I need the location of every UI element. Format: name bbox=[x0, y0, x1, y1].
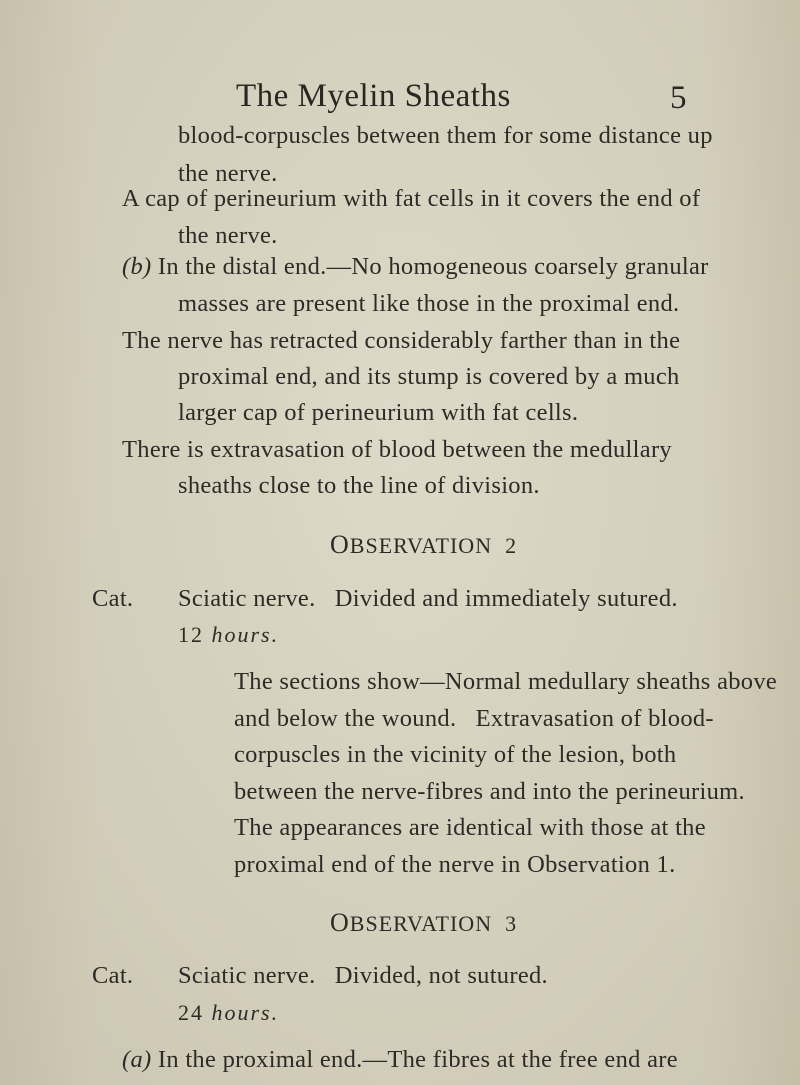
para4-line1: The nerve has retracted considerably farther than in the bbox=[122, 327, 681, 354]
observation3-duration: 24 hours. bbox=[178, 1000, 280, 1025]
observation2-text-line1: The sections show—Normal medullary sheaths above bbox=[234, 668, 778, 695]
para3-line2: masses are present like those in the proximal end. bbox=[178, 290, 680, 317]
observation3-heading: OBSERVATION 3 bbox=[330, 908, 518, 937]
observation2-heading: OBSERVATION 2 bbox=[330, 530, 518, 559]
observation3-text-line1-rest: In the proximal end.—The fibres at the free end are bbox=[151, 1046, 678, 1073]
observation3-text-line1 bbox=[122, 1046, 678, 1074]
observation2-text-line2: and below the wound. Extravasation of blood- bbox=[234, 705, 714, 732]
observation2-procedure: Sciatic nerve. Divided and immediately sutured. bbox=[178, 585, 678, 612]
para2-line2: the nerve. bbox=[178, 222, 278, 249]
observation3-procedure: Sciatic nerve. Divided, not sutured. bbox=[178, 962, 548, 989]
para1-line2: the nerve. bbox=[178, 160, 278, 187]
running-title: The Myelin Sheaths bbox=[236, 78, 511, 114]
para4-line3: larger cap of perineurium with fat cells. bbox=[178, 399, 579, 426]
page-number: 5 bbox=[670, 80, 687, 116]
observation3-marker: (a) bbox=[122, 1046, 152, 1073]
para4-line2: proximal end, and its stump is covered by a much bbox=[178, 363, 680, 390]
para2-line1: A cap of perineurium with fat cells in it covers the end of bbox=[122, 185, 701, 212]
para3-marker: (b) bbox=[122, 253, 152, 280]
para5-line1: There is extravasation of blood between the medullary bbox=[122, 436, 672, 463]
observation2-duration: 12 hours. bbox=[178, 622, 280, 647]
para3-line1 bbox=[122, 253, 709, 281]
observation3-animal: Cat. bbox=[92, 962, 134, 989]
observation2-text-line3: corpuscles in the vicinity of the lesion, both bbox=[234, 741, 677, 768]
observation2-text-line4: between the nerve-fibres and into the perineurium. bbox=[234, 778, 745, 805]
para1-line1: blood-corpuscles between them for some distance up bbox=[178, 122, 713, 149]
para3-line1-text: In the distal end.—No homogeneous coarsely granular bbox=[151, 253, 709, 280]
para5-line2: sheaths close to the line of division. bbox=[178, 472, 540, 499]
observation2-animal: Cat. bbox=[92, 585, 134, 612]
observation2-text-line5: The appearances are identical with those at the bbox=[234, 814, 706, 841]
observation2-text-line6: proximal end of the nerve in Observation 1. bbox=[234, 851, 676, 878]
